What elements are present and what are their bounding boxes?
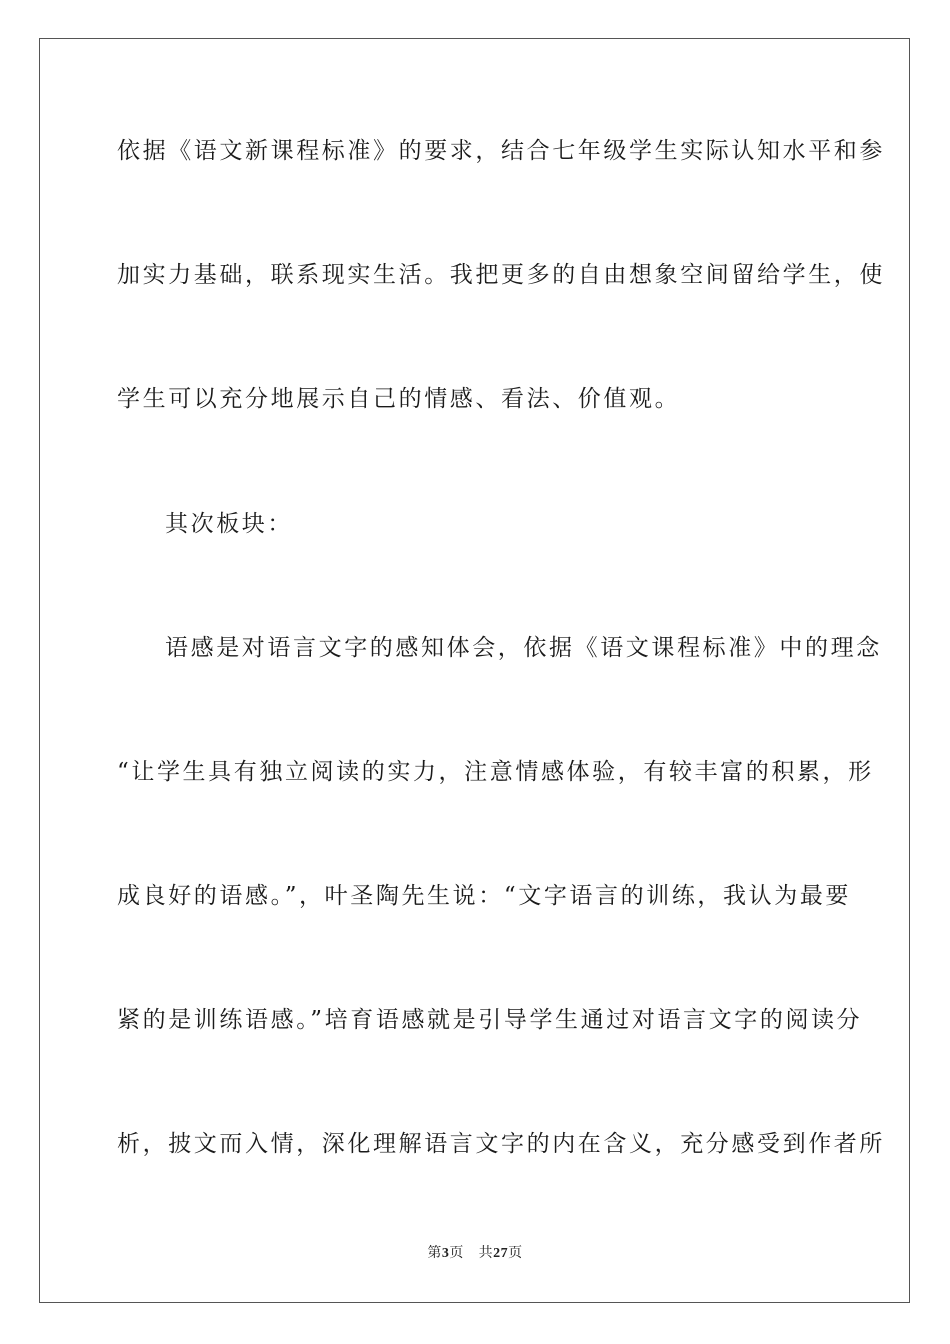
page-prefix: 第 <box>427 1245 442 1261</box>
paragraph-line: 加实力基础，联系现实生活。我把更多的自由想象空间留给学生，使 <box>117 262 885 288</box>
paragraph-line: 析，披文而入情，深化理解语言文字的内在含义，充分感受到作者所 <box>117 1131 885 1157</box>
section-heading: 其次板块： <box>165 511 293 537</box>
total-prefix: 共 <box>478 1245 494 1261</box>
page-number: 3 <box>441 1246 450 1261</box>
paragraph-line: 学生可以充分地展示自己的情感、看法、价值观。 <box>117 386 681 412</box>
page-suffix: 页 <box>449 1245 464 1261</box>
paragraph-line: 依据《语文新课程标准》的要求，结合七年级学生实际认知水平和参 <box>117 138 885 164</box>
paragraph-line: 紧的是训练语感。”培育语感就是引导学生通过对语言文字的阅读分 <box>117 1007 863 1033</box>
paragraph-line: 语感是对语言文字的感知体会，依据《语文课程标准》中的理念 <box>165 635 882 661</box>
paragraph-line: 成良好的语感。”，叶圣陶先生说：“文字语言的训练，我认为最要 <box>117 883 852 909</box>
total-pages: 27 <box>493 1246 509 1261</box>
total-suffix: 页 <box>508 1245 523 1261</box>
page-border <box>39 38 910 1303</box>
paragraph-line: “让学生具有独立阅读的实力，注意情感体验，有较丰富的积累，形 <box>117 759 874 785</box>
page-footer <box>0 1244 950 1263</box>
